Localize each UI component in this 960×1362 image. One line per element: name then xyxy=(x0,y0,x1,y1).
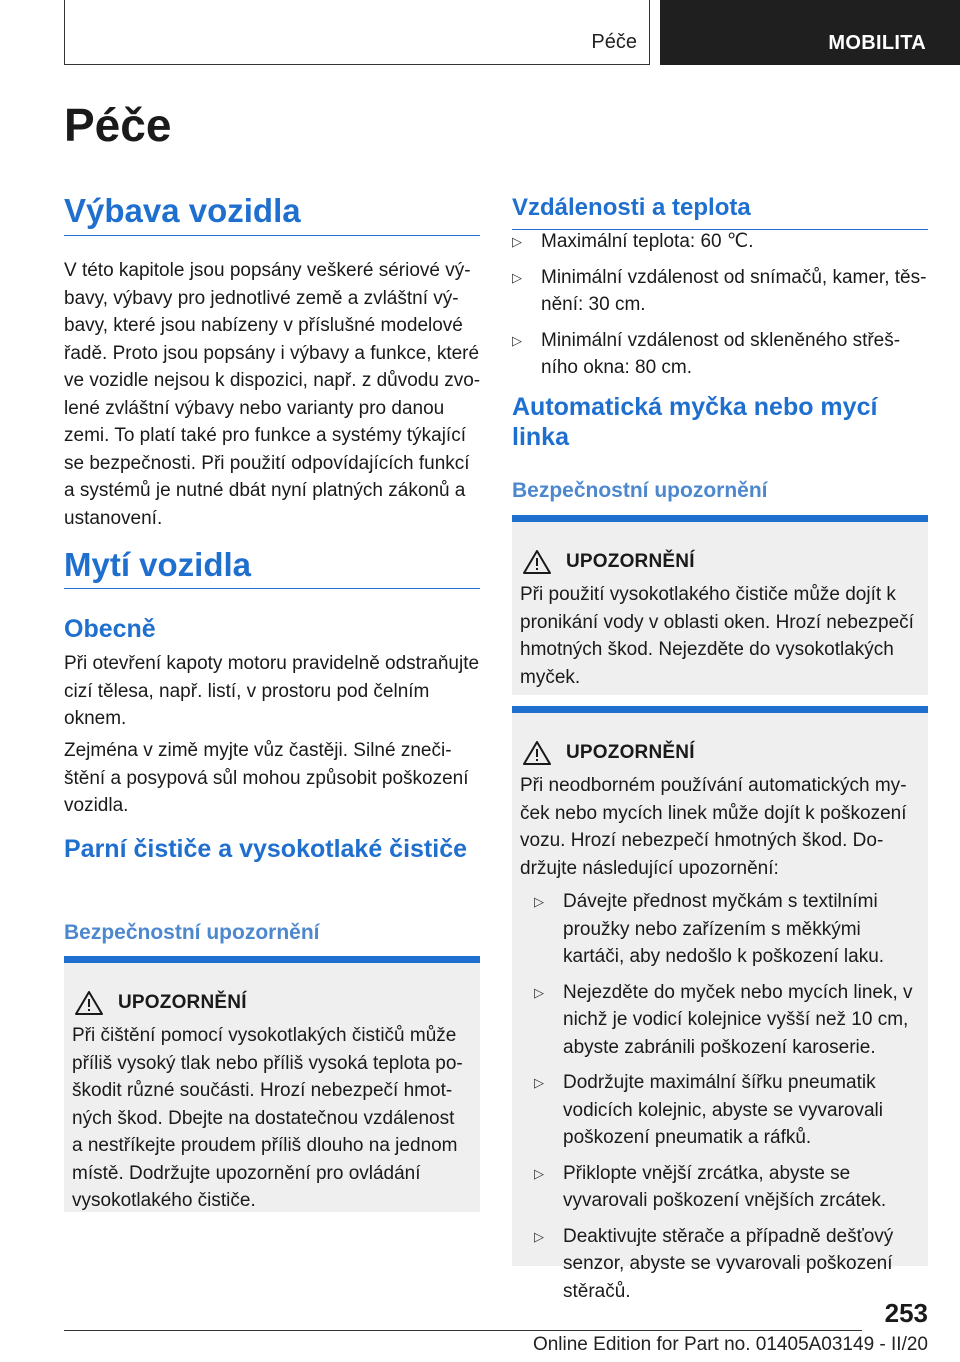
warning-header xyxy=(520,740,914,766)
heading-obecne: Obecně xyxy=(64,615,156,643)
page-number: 253 xyxy=(884,1298,928,1328)
heading-automaticka-mycka: Automatická myčka nebo mycí linka xyxy=(512,393,878,451)
warning-triangle-icon xyxy=(522,740,552,766)
heading-rule xyxy=(64,235,480,236)
header-chapter-tab xyxy=(660,0,960,65)
heading-bezpecnostni-upozorneni: Bezpečnostní upozornění xyxy=(512,479,768,502)
list-item: ▷ Nejezděte do myček nebo mycích linek, v nichž je vodicí kolejnice vyšší než 10 cm, abyste zabránili poškození karoserie. xyxy=(534,979,914,1062)
list-item: ▷ Dodržujte maximální šířku pneumatik vodicích kolejnic, abyste se vyvarovali poškození pneumatik a ráfků. xyxy=(534,1069,914,1152)
heading-vybava-vozidla: Výbava vozidla xyxy=(64,192,301,229)
heading-rule xyxy=(64,588,480,589)
warning-triangle-icon xyxy=(522,549,552,575)
triangle-right-icon: ▷ xyxy=(534,984,544,1000)
page-title: Péče xyxy=(64,99,172,151)
warning-triangle-icon xyxy=(74,990,104,1016)
triangle-right-icon: ▷ xyxy=(534,894,544,909)
warning-title: UPOZORNĚNÍ xyxy=(566,551,695,572)
warning-box xyxy=(512,706,928,1302)
list-item: ▷ Deaktivujte stěrače a případně dešťový senzor, abyste se vyvarovali poškození stěračů. xyxy=(534,1223,914,1306)
warning-text: Při neodborném používání automatických myček nebo mycích linek může dojít k poškození vozu. Hrozí nebezpečí hmotných škod. Dodržujte následující upozornění: xyxy=(520,775,907,879)
list-item: ▷ Minimální vzdálenost od snímačů, kamer, těsnění: 30 cm. xyxy=(512,264,930,319)
heading-bezpecnostni-upozorneni: Bezpečnostní upozornění xyxy=(64,921,320,944)
warning-list xyxy=(520,888,914,1305)
list-item: ▷ Dávejte přednost myčkám s textilními proužky nebo zařízením s měkkými kartáči, aby nedošlo k poškození laku. xyxy=(534,888,914,971)
triangle-right-icon: ▷ xyxy=(534,1075,544,1090)
triangle-right-icon: ▷ xyxy=(534,1165,544,1181)
warning-text: Při použití vysokotlakého čističe může dojít k pronikání vody v oblasti oken. Hrozí nebezpečí hmotných škod. Nejezděte do vysokotlakých myček. xyxy=(520,584,914,688)
warning-title: UPOZORNĚNÍ xyxy=(566,742,695,763)
warning-title: UPOZORNĚNÍ xyxy=(118,992,247,1013)
footer-rule xyxy=(64,1330,862,1331)
paragraph-obecne-2: Zejména v zimě myjte vůz častěji. Silné znečištění a posypová sůl mohou způsobit poškození vozidla. xyxy=(64,740,469,816)
footer-edition: Online Edition for Part no. 01405A03149 - II/20 xyxy=(532,1334,928,1355)
heading-vzdalenosti-teplota: Vzdálenosti a teplota xyxy=(512,194,751,221)
warning-text: Při čištění pomocí vysokotlakých čističů může příliš vysoký tlak nebo příliš vysoká teplota poškodit různé součásti. Hrozí nebezpečí hmotných škod. Dbejte na dostatečnou vzdálenost a nestříkejte proudem příliš dlouho na jednom místě. Dodržujte upozornění pro ovládání vysokotlakého čističe. xyxy=(72,1025,463,1211)
paragraph-vybava: V této kapitole jsou popsány veškeré sériové výbavy, výbavy pro jednotlivé země a zvláštní výbavy, které jsou nabízeny v příslušné modelové řadě. Proto jsou popsány i výbavy a funkce, které ve vozidle nejsou k dispozici, např. z důvodu zvolené zvláštní výbavy nebo varianty pro danou zemi. To platí také pro funkce a systémy týkající se bezpečnosti. Při použití odpovídajících funkcí a systémů je nutné dbát nyní platných zákonů a ustanovení. xyxy=(64,260,481,529)
triangle-right-icon: ▷ xyxy=(512,269,522,285)
list-item: ▷ Minimální vzdálenost od skleněného střešního okna: 80 cm. xyxy=(512,327,930,382)
triangle-right-icon: ▷ xyxy=(512,332,522,348)
header-chapter-label: MOBILITA xyxy=(828,32,926,54)
list-item: ▷ Maximální teplota: 60 ℃. xyxy=(512,228,930,256)
heading-parni-cistice: Parní čističe a vysokotlaké čističe xyxy=(64,835,468,863)
warning-box xyxy=(512,515,928,695)
warning-header xyxy=(520,549,914,575)
warning-header xyxy=(72,990,466,1016)
triangle-right-icon: ▷ xyxy=(512,234,522,249)
paragraph-obecne-1: Při otevření kapoty motoru pravidelně odstraňujte cizí tělesa, např. listí, v prostoru pod čelním oknem. xyxy=(64,653,480,729)
list-item: ▷ Přiklopte vnější zrcátka, abyste se vyvarovali poškození vnějších zrcátek. xyxy=(534,1160,914,1215)
heading-myti-vozidla: Mytí vozidla xyxy=(64,546,252,583)
triangle-right-icon: ▷ xyxy=(534,1228,544,1244)
warning-box xyxy=(64,956,480,1212)
header-section-box xyxy=(64,0,650,65)
header-section-label: Péče xyxy=(591,31,637,53)
list-vzdalenosti xyxy=(512,228,930,390)
